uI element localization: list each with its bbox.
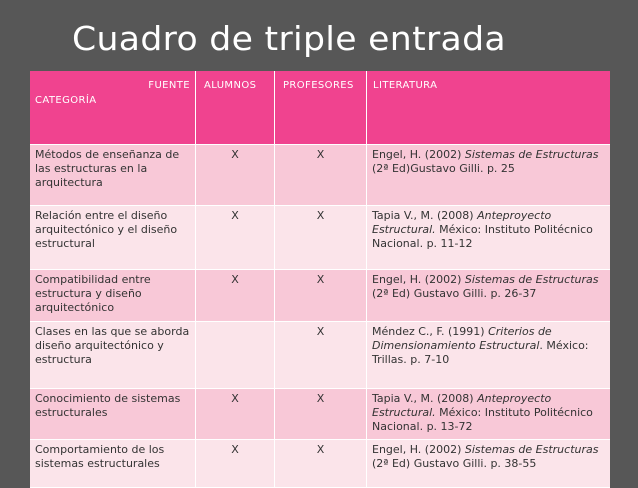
row-profesores-mark: X (275, 145, 367, 206)
literatura-publisher: (2ª Ed) Gustavo Gilli. p. 38-55 (372, 457, 537, 470)
literatura-work-title: Anteproyecto Estructural. (372, 392, 552, 419)
literatura-work-title: Sistemas de Estructuras (464, 148, 599, 161)
row-categoria: Comportamiento de los sistemas estructurales (30, 440, 196, 488)
row-categoria: Compatibilidad entre estructura y diseño arquitectónico (30, 270, 196, 322)
row-profesores-mark: X (275, 270, 367, 322)
table-row (30, 322, 610, 389)
literatura-work-title: Anteproyecto Estructural. (372, 209, 552, 236)
row-literatura (367, 322, 610, 389)
row-categoria: Clases en las que se aborda diseño arquitectónico y estructura (30, 322, 196, 389)
header-literatura: LITERATURA (367, 71, 610, 145)
literatura-work-title: Sistemas de Estructuras (464, 273, 599, 286)
literatura-author: Tapia V., M. (2008) (372, 209, 478, 222)
literatura-work-title: Sistemas de Estructuras (464, 443, 599, 456)
triple-entry-table (30, 71, 610, 488)
literatura-author: Engel, H. (2002) (372, 443, 465, 456)
row-alumnos-mark (196, 322, 275, 389)
table-row (30, 440, 610, 488)
row-literatura (367, 270, 610, 322)
header-alumnos: ALUMNOS (196, 71, 275, 145)
row-alumnos-mark: X (196, 270, 275, 322)
literatura-publisher: México: Instituto Politécnico Nacional. p. 11-12 (372, 223, 593, 250)
header-categoria: CATEGORÍA (35, 95, 97, 106)
header-fuente: FUENTE (148, 80, 190, 91)
literatura-author: Engel, H. (2002) (372, 273, 465, 286)
row-alumnos-mark: X (196, 206, 275, 270)
row-profesores-mark: X (275, 322, 367, 389)
literatura-publisher: (2ª Ed)Gustavo Gilli. p. 25 (372, 162, 515, 175)
row-literatura (367, 206, 610, 270)
literatura-author: Tapia V., M. (2008) (372, 392, 478, 405)
row-profesores-mark: X (275, 206, 367, 270)
row-alumnos-mark: X (196, 440, 275, 488)
row-profesores-mark: X (275, 389, 367, 440)
row-literatura (367, 440, 610, 488)
header-profesores: PROFESORES (275, 71, 367, 145)
row-profesores-mark: X (275, 440, 367, 488)
row-literatura (367, 389, 610, 440)
literatura-work-title: Criterios de Dimensionamiento Estructural (372, 325, 552, 352)
row-categoria: Métodos de enseñanza de las estructuras en la arquitectura (30, 145, 196, 206)
table-row (30, 270, 610, 322)
table-header-row (30, 71, 610, 145)
table-row (30, 145, 610, 206)
table-row (30, 389, 610, 440)
literatura-publisher: . México: Trillas. p. 7-10 (372, 339, 589, 366)
row-literatura (367, 145, 610, 206)
header-corner-cell (30, 71, 196, 145)
slide-title: Cuadro de triple entrada (72, 19, 506, 58)
row-alumnos-mark: X (196, 145, 275, 206)
row-categoria: Conocimiento de sistemas estructurales (30, 389, 196, 440)
literatura-author: Engel, H. (2002) (372, 148, 465, 161)
literatura-publisher: México: Instituto Politécnico Nacional. p. 13-72 (372, 406, 593, 433)
table-row (30, 206, 610, 270)
literatura-author: Méndez C., F. (1991) (372, 325, 489, 338)
literatura-publisher: (2ª Ed) Gustavo Gilli. p. 26-37 (372, 287, 537, 300)
row-categoria: Relación entre el diseño arquitectónico y el diseño estructural (30, 206, 196, 270)
row-alumnos-mark: X (196, 389, 275, 440)
